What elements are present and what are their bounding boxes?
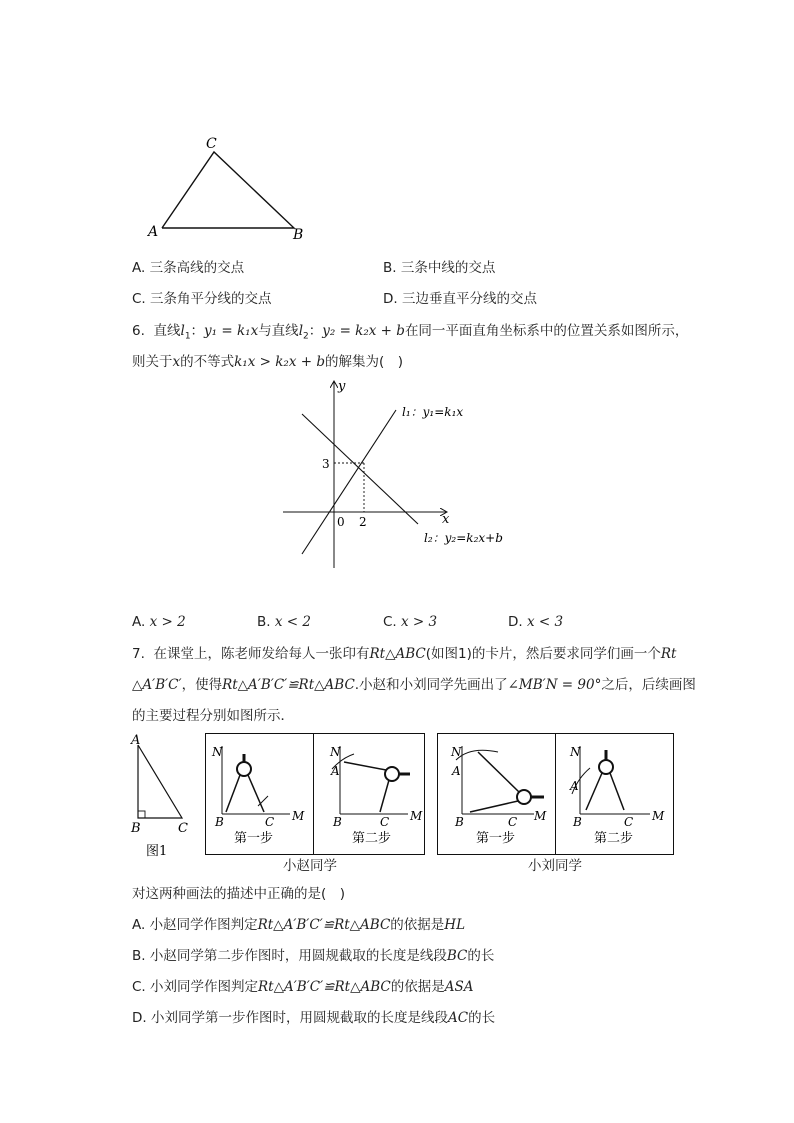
option-letter: B. — [383, 260, 397, 276]
zhao-caption: 小赵同学 — [283, 858, 337, 874]
q7-stem-line3: 的主要过程分别如图所示． — [132, 708, 294, 724]
l1-label: l₁：y₁=k₁x — [402, 405, 464, 419]
option-letter: C. — [383, 614, 397, 630]
x-axis-label: x — [442, 512, 450, 527]
compass-icon — [237, 762, 251, 776]
compass-leg-left — [586, 773, 602, 810]
stem-text: .小赵和小刘同学先画出了 — [354, 677, 508, 693]
zhao-figure-frame — [205, 733, 425, 855]
origin-label: 0 — [337, 515, 345, 529]
stem-math: Rt△ABC — [369, 646, 426, 662]
option-math: Rt△A′B′C′≌Rt△ABC — [257, 917, 391, 933]
liu-step1-diagram — [438, 734, 555, 854]
q7-question: 对这两种画法的描述中正确的是( ) — [132, 886, 346, 902]
stem-math: ∠MB′N = 90° — [507, 677, 602, 693]
label-m: M — [410, 809, 423, 823]
question-number: 6. — [132, 323, 145, 339]
y-axis-label: y — [338, 379, 346, 394]
label-n: N — [212, 745, 223, 759]
zhao-step2-diagram — [314, 734, 424, 854]
fig1-caption: 图1 — [146, 844, 168, 859]
q5-option-a[interactable] — [132, 259, 244, 277]
vertex-b-label: B — [293, 227, 304, 243]
q5-option-b[interactable] — [383, 259, 495, 277]
q6-option-a[interactable] — [132, 613, 186, 631]
option-text: 小赵同学作图判定 — [149, 917, 258, 933]
label-n: N — [330, 745, 341, 759]
q6-option-b[interactable] — [257, 613, 311, 631]
option-math: AC — [447, 1010, 469, 1026]
option-text: 的依据是 — [390, 917, 445, 933]
fig1-vertex-c: C — [178, 821, 188, 836]
q7-option-a[interactable] — [132, 916, 465, 934]
option-letter: C. — [132, 979, 146, 995]
option-letter: C. — [132, 291, 146, 307]
compass-leg-upper — [344, 762, 386, 770]
option-math: ASA — [444, 979, 474, 995]
step-label: 第二步 — [594, 831, 634, 846]
liu-figure-frame — [437, 733, 674, 855]
label-b: B — [215, 815, 224, 829]
stem-text: ： — [308, 323, 323, 339]
question-number: 7. — [132, 646, 145, 662]
label-c: C — [508, 815, 518, 829]
stem-math: Rt — [660, 646, 677, 662]
compass-icon — [517, 790, 531, 804]
stem-text: 在同一平面直角坐标系中的位置关系如图所示， — [404, 323, 689, 339]
triangle-abc — [162, 152, 294, 228]
right-angle-mark — [138, 811, 145, 818]
label-n: N — [451, 745, 462, 759]
q7-option-b[interactable] — [132, 947, 494, 965]
label-m: M — [292, 809, 305, 823]
option-text: 的长 — [467, 948, 495, 964]
q6-option-d[interactable] — [508, 613, 563, 631]
q7-stem-line1 — [132, 645, 676, 663]
line-l2-symbol: l — [298, 323, 304, 339]
label-m: M — [534, 809, 547, 823]
option-letter: A. — [132, 614, 146, 630]
triangle-figure — [140, 130, 320, 245]
stem-text: 的不等式 — [180, 354, 235, 370]
option-text: 三条高线的交点 — [149, 260, 245, 276]
q7-option-d[interactable] — [132, 1009, 495, 1027]
compass-leg-right — [610, 773, 624, 810]
option-text: x < 3 — [526, 614, 564, 630]
label-n: N — [570, 745, 581, 759]
option-text: 的长 — [468, 1010, 496, 1026]
compass-leg-lower — [380, 780, 389, 812]
label-m: M — [652, 809, 665, 823]
stem-text: ： — [190, 323, 205, 339]
liu-caption: 小刘同学 — [528, 858, 582, 874]
stem-math: △A′B′C′ — [132, 677, 182, 693]
option-letter: B. — [132, 948, 146, 964]
fig1-vertex-b: B — [131, 821, 141, 836]
option-letter: D. — [508, 614, 523, 630]
stem-text: 之后，后续画图 — [601, 677, 696, 693]
stem-math: Rt△A′B′C′≌Rt△ABC — [222, 677, 355, 693]
option-letter: D. — [132, 1010, 147, 1026]
label-c: C — [265, 815, 275, 829]
option-text: 小刘同学第一步作图时，用圆规截取的长度是线段 — [150, 1010, 448, 1026]
line-l2-subscript: 2 — [303, 331, 309, 342]
compass-icon — [599, 760, 613, 774]
step-label: 第一步 — [476, 831, 516, 846]
label-b: B — [455, 815, 464, 829]
stem-text: 的解集为( ) — [324, 354, 404, 370]
y-tick-label: 3 — [322, 457, 330, 471]
label-a: A — [570, 779, 579, 793]
fig1-vertex-a: A — [131, 733, 141, 748]
equation-l2: y₂ = k₂x + b — [322, 323, 405, 339]
right-triangle — [138, 745, 182, 818]
label-c: C — [380, 815, 390, 829]
line-l2 — [302, 414, 418, 524]
q6-stem-line1 — [132, 322, 688, 346]
inequality: k₁x > k₂x + b — [234, 354, 325, 370]
option-text: x > 2 — [149, 614, 186, 630]
label-b: B — [573, 815, 582, 829]
option-math: Rt△A′B′C′≌Rt△ABC — [258, 979, 391, 995]
stem-text: 与直线 — [258, 323, 299, 339]
stem-text: (如图1)的卡片，然后要求同学们画一个 — [425, 646, 661, 662]
compass-leg-upper — [478, 752, 519, 792]
label-b: B — [333, 815, 342, 829]
q6-stem-line2 — [132, 353, 403, 371]
zhao-step1-diagram — [206, 734, 313, 854]
option-letter: D. — [383, 291, 398, 307]
step-label: 第一步 — [234, 831, 274, 846]
compass-icon — [385, 767, 399, 781]
option-text: 小刘同学作图判定 — [150, 979, 259, 995]
label-a: A — [452, 764, 461, 778]
option-math: BC — [446, 948, 468, 964]
line-l1-subscript: 1 — [184, 331, 191, 342]
x-tick-label: 2 — [359, 515, 367, 529]
line-l1 — [302, 410, 396, 554]
q7-stem-line2 — [132, 676, 696, 694]
option-letter: A. — [132, 917, 146, 933]
q7-option-c[interactable] — [132, 978, 473, 996]
q6-coordinate-graph — [278, 372, 528, 577]
line-l1-symbol: l — [180, 323, 185, 339]
q6-option-c[interactable] — [383, 613, 437, 631]
label-c: C — [624, 815, 634, 829]
variable-x: x — [172, 354, 181, 370]
option-text: x > 3 — [401, 614, 438, 630]
q5-option-d[interactable] — [383, 290, 537, 308]
l2-label: l₂：y₂=k₂x+b — [424, 531, 503, 545]
option-text: 三条中线的交点 — [400, 260, 496, 276]
compass-leg-right — [248, 775, 264, 812]
compass-leg-lower — [470, 801, 518, 812]
stem-text: ，使得 — [181, 677, 223, 693]
q7-figure-1 — [126, 731, 196, 861]
stem-text: 则关于 — [132, 354, 173, 370]
option-text: x < 2 — [274, 614, 311, 630]
option-letter: A. — [132, 260, 146, 276]
liu-step2-diagram — [556, 734, 673, 854]
stem-text: 直线 — [153, 323, 181, 339]
step-label: 第二步 — [352, 831, 392, 846]
vertex-c-label: C — [206, 136, 217, 152]
vertex-a-label: A — [148, 224, 159, 240]
option-math: HL — [444, 917, 466, 933]
stem-text: 在课堂上，陈老师发给每人一张印有 — [153, 646, 370, 662]
option-letter: B. — [257, 614, 271, 630]
equation-l1: y₁ = k₁x — [204, 323, 259, 339]
option-text: 三边垂直平分线的交点 — [401, 291, 537, 307]
option-text: 三条角平分线的交点 — [150, 291, 272, 307]
label-a: A — [331, 764, 340, 778]
compass-leg-left — [226, 775, 240, 812]
option-text: 小赵同学第二步作图时，用圆规截取的长度是线段 — [149, 948, 447, 964]
q5-option-c[interactable] — [132, 290, 272, 308]
option-text: 的依据是 — [390, 979, 445, 995]
